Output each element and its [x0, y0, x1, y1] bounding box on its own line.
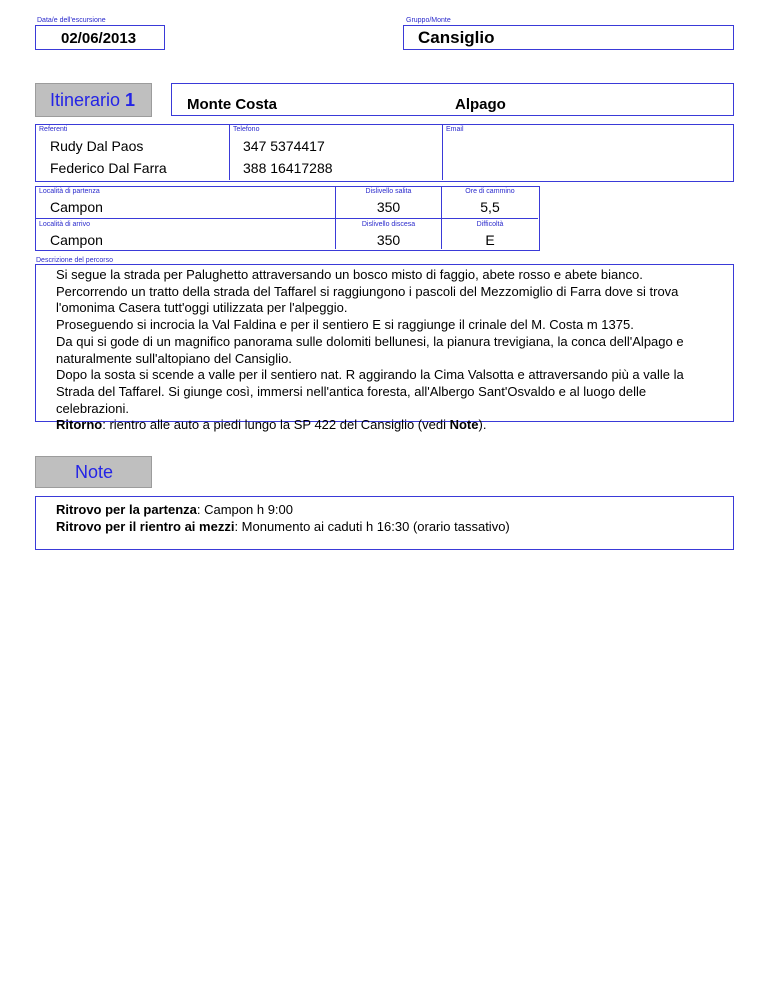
email-label: Email	[446, 126, 464, 133]
notes-line: Ritrovo per il rientro ai mezzi: Monumento ai caduti h 16:30 (orario tassativo)	[56, 518, 510, 534]
itinerary-badge-text: Itinerario 1	[50, 90, 136, 110]
start-value: Campon	[50, 199, 103, 215]
difficulty-label: Difficoltà	[476, 221, 504, 228]
description-line: Percorrendo un tratto della strada del Taffarel si raggiungono i pascoli del Mezzomiglio di Farra dove si trova	[56, 283, 679, 299]
description-line: naturalmente sull'altopiano del Cansiglio.	[56, 350, 292, 366]
itinerario-value: Monte Costa	[187, 96, 277, 113]
description-line: Si segue la strada per Palughetto attraversando un bosco misto di faggio, abete rosso e abete bianco.	[56, 267, 643, 282]
description-box	[35, 264, 734, 433]
date-label: Data/e dell'escursione	[37, 17, 106, 24]
notes-line: Ritrovo per la partenza: Campon h 9:00	[56, 502, 293, 517]
route-box	[35, 186, 540, 251]
hours-value: 5,5	[480, 199, 500, 215]
contacts-divider-2	[442, 125, 443, 180]
notes-box	[35, 496, 734, 550]
hours-label: Ore di cammino	[465, 188, 515, 195]
notes-badge	[35, 456, 152, 488]
group-box	[403, 25, 734, 50]
referenti-label: Referenti	[39, 126, 68, 133]
description-line: Dopo la sosta si scende a valle per il sentiero nat. R aggirando la Cima Valsotta e attraversando più a valle la	[56, 367, 684, 383]
arrival-value: Campon	[50, 232, 103, 248]
ascent-value: 350	[376, 199, 401, 215]
date-value: 02/06/2013	[61, 30, 137, 47]
description-label: Descrizione del percorso	[36, 257, 114, 264]
return-line: Ritorno: rientro alle auto a piedi lungo la SP 422 del Cansiglio (vedi Note).	[56, 417, 487, 433]
contact-phone-1: 347 5374417	[243, 138, 325, 154]
route-divider-h	[36, 218, 538, 219]
contact-name-2: Federico Dal Farra	[50, 160, 167, 176]
description-line: celebrazioni.	[56, 400, 129, 416]
description-line: Proseguendo si incrocia la Val Faldina e per il sentiero E si raggiunge il crinale del M. Costa m 1375.	[56, 317, 634, 333]
description-text	[56, 267, 684, 434]
itinerary-badge	[35, 83, 152, 117]
contact-phone-2: 388 16417288	[243, 160, 333, 176]
contacts-divider-1	[229, 125, 230, 180]
itinerary-box	[171, 83, 734, 116]
notes-text	[56, 502, 510, 535]
telefono-label: Telefono	[233, 126, 260, 133]
description-line: Strada del Taffarel. Si giunge così, immersi nell'antica foresta, all'Albergo Sant'Osvaldo e al luogo delle	[56, 383, 647, 399]
description-line: Da qui si gode di un magnifico panorama sulle dolomiti bellunesi, la pianura trevigiana, la conca dell'Alpago e	[56, 333, 684, 349]
description-line: l'omonima Casera tutt'oggi utilizzata per l'alpeggio.	[56, 300, 348, 316]
date-box	[35, 25, 165, 50]
ascent-label: Dislivello salita	[365, 188, 412, 195]
descent-value: 350	[376, 232, 401, 248]
arrival-label: Località di arrivo	[39, 221, 90, 228]
group-label: Gruppo/Monte	[406, 17, 451, 24]
difficulty-value: E	[485, 232, 495, 248]
section-value: Alpago	[455, 96, 506, 113]
descent-label: Dislivello discesa	[361, 221, 416, 228]
contact-name-1: Rudy Dal Paos	[50, 138, 144, 154]
notes-title: Note	[75, 462, 114, 482]
group-value: Cansiglio	[418, 28, 495, 47]
contacts-box	[35, 124, 734, 182]
start-label: Località di partenza	[39, 188, 100, 195]
